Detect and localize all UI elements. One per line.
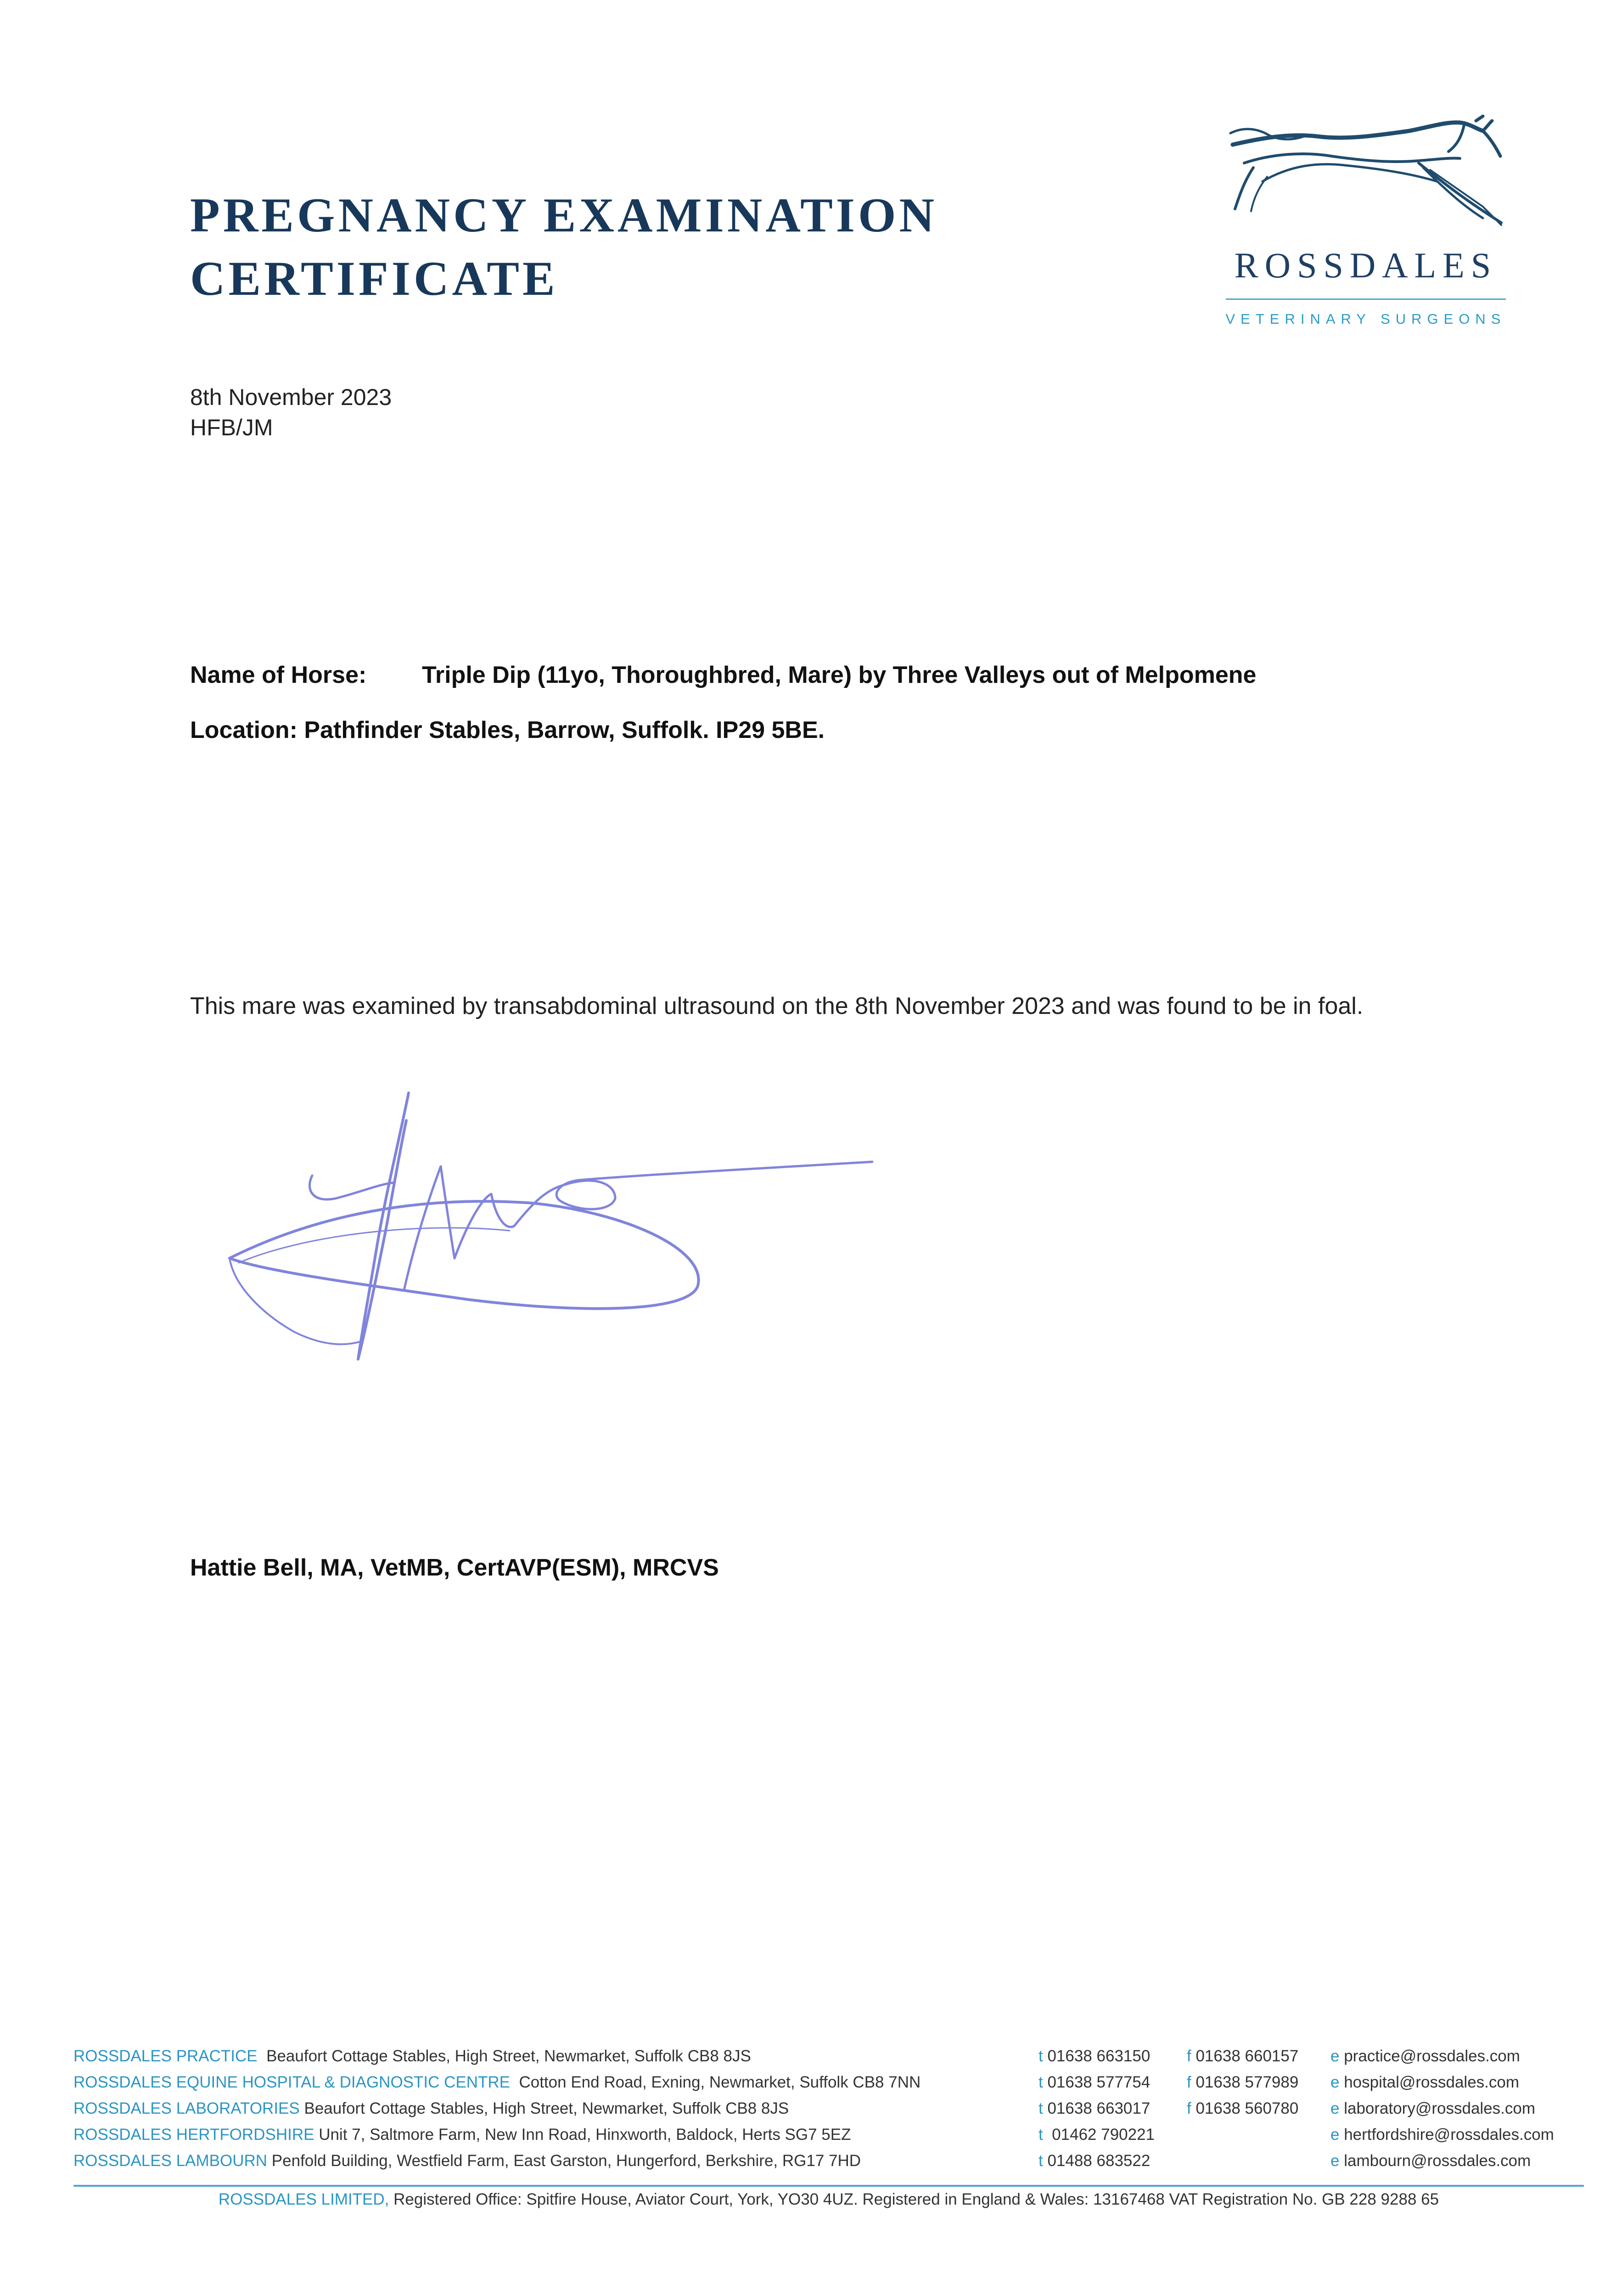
footer-phone: 01462 790221 (1052, 2126, 1155, 2144)
title-line-2: CERTIFICATE (190, 252, 558, 305)
footer-email[interactable]: laboratory@rossdales.com (1344, 2099, 1536, 2117)
signer-name: Hattie Bell, MA, VetMB, CertAVP(ESM), MRCVS (190, 1554, 719, 1581)
footer-fax: 01638 577989 (1195, 2073, 1299, 2091)
location-field: Location: Pathfinder Stables, Barrow, Suffolk. IP29 5BE. (190, 717, 825, 743)
footer-address: Beaufort Cottage Stables, High Street, Newmarket, Suffolk CB8 8JS (304, 2099, 789, 2117)
footer-email[interactable]: hospital@rossdales.com (1344, 2073, 1520, 2091)
footer-address: Beaufort Cottage Stables, High Street, Newmarket, Suffolk CB8 8JS (266, 2047, 751, 2065)
document-reference: HFB/JM (190, 415, 273, 440)
brand-name: ROSSDALES (1234, 245, 1498, 285)
brand-divider (1226, 298, 1506, 300)
footer-email[interactable]: hertfordshire@rossdales.com (1344, 2126, 1554, 2144)
footer-row: ROSSDALES LABORATORIES Beaufort Cottage Stables, High Street, Newmarket, Suffolk CB8 8JS t 01638 663017 f 01638 560780 e laboratory@rossdales.com (73, 2099, 1536, 2117)
footer-address: Unit 7, Saltmore Farm, New Inn Road, Hinxworth, Baldock, Herts SG7 5EZ (319, 2126, 851, 2144)
footer-phone: 01638 663017 (1047, 2099, 1151, 2117)
footer-fax: 01638 660157 (1195, 2047, 1299, 2065)
footer-row: ROSSDALES EQUINE HOSPITAL & DIAGNOSTIC CENTRE Cotton End Road, Exning, Newmarket, Suffolk CB8 7NN t 01638 577754 f 01638 577989 e hospital@rossdales.com (73, 2073, 1520, 2091)
horse-name-label: Name of Horse: (190, 662, 367, 688)
footer-org: ROSSDALES LAMBOURN (73, 2152, 268, 2170)
footer-org: ROSSDALES EQUINE HOSPITAL & DIAGNOSTIC CENTRE (73, 2073, 511, 2091)
page-title (190, 184, 937, 310)
handwritten-signature-icon (211, 1084, 891, 1405)
signature (211, 1084, 891, 1405)
footer-divider (73, 2185, 1584, 2187)
legal-org: ROSSDALES LIMITED, (218, 2190, 389, 2208)
footer-fax: 01638 560780 (1195, 2099, 1299, 2117)
footer-org: ROSSDALES PRACTICE (73, 2047, 258, 2065)
footer-phone: 01638 663150 (1047, 2047, 1151, 2065)
footer-address: Cotton End Road, Exning, Newmarket, Suffolk CB8 7NN (519, 2073, 921, 2091)
examination-statement: This mare was examined by transabdominal ultrasound on the 8th November 2023 and was found to be in foal. (190, 993, 1364, 1019)
footer-row: ROSSDALES PRACTICE Beaufort Cottage Stables, High Street, Newmarket, Suffolk CB8 8JS t 01638 663150 f 01638 660157 e practice@rossdales.com (73, 2047, 1520, 2065)
horse-name-field (190, 661, 1256, 689)
rossdales-logo (1217, 113, 1515, 338)
footer-row: ROSSDALES HERTFORDSHIRE Unit 7, Saltmore Farm, New Inn Road, Hinxworth, Baldock, Herts SG7 5EZ t 01462 790221 e hertfordshire@rossdales.com (73, 2126, 1554, 2144)
footer-org: ROSSDALES HERTFORDSHIRE (73, 2126, 314, 2144)
galloping-horse-logo-icon (1226, 113, 1506, 246)
footer-address: Penfold Building, Westfield Farm, East Garston, Hungerford, Berkshire, RG17 7HD (271, 2152, 861, 2170)
horse-name-value: Triple Dip (11yo, Thoroughbred, Mare) by Three Valleys out of Melpomene (422, 662, 1257, 688)
footer-contacts (73, 2047, 1584, 2178)
brand-subtitle: VETERINARY SURGEONS (1225, 311, 1506, 327)
document-meta (190, 382, 392, 443)
title-line-1: PREGNANCY EXAMINATION (190, 188, 938, 242)
legal-notice (73, 2190, 1584, 2209)
footer-phone: 01638 577754 (1047, 2073, 1151, 2091)
footer-org: ROSSDALES LABORATORIES (73, 2099, 300, 2117)
footer-email[interactable]: lambourn@rossdales.com (1344, 2152, 1531, 2170)
footer-email[interactable]: practice@rossdales.com (1344, 2047, 1520, 2065)
footer-phone: 01488 683522 (1047, 2152, 1151, 2170)
footer-row: ROSSDALES LAMBOURN Penfold Building, Westfield Farm, East Garston, Hungerford, Berkshire, RG17 7HD t 01488 683522 e lambourn@rossdales.com (73, 2152, 1531, 2170)
document-date: 8th November 2023 (190, 384, 392, 410)
legal-text: Registered Office: Spitfire House, Aviator Court, York, YO30 4UZ. Registered in England & Wales: 13167468 VAT Registration No. GB 228 9288 65 (393, 2190, 1439, 2208)
